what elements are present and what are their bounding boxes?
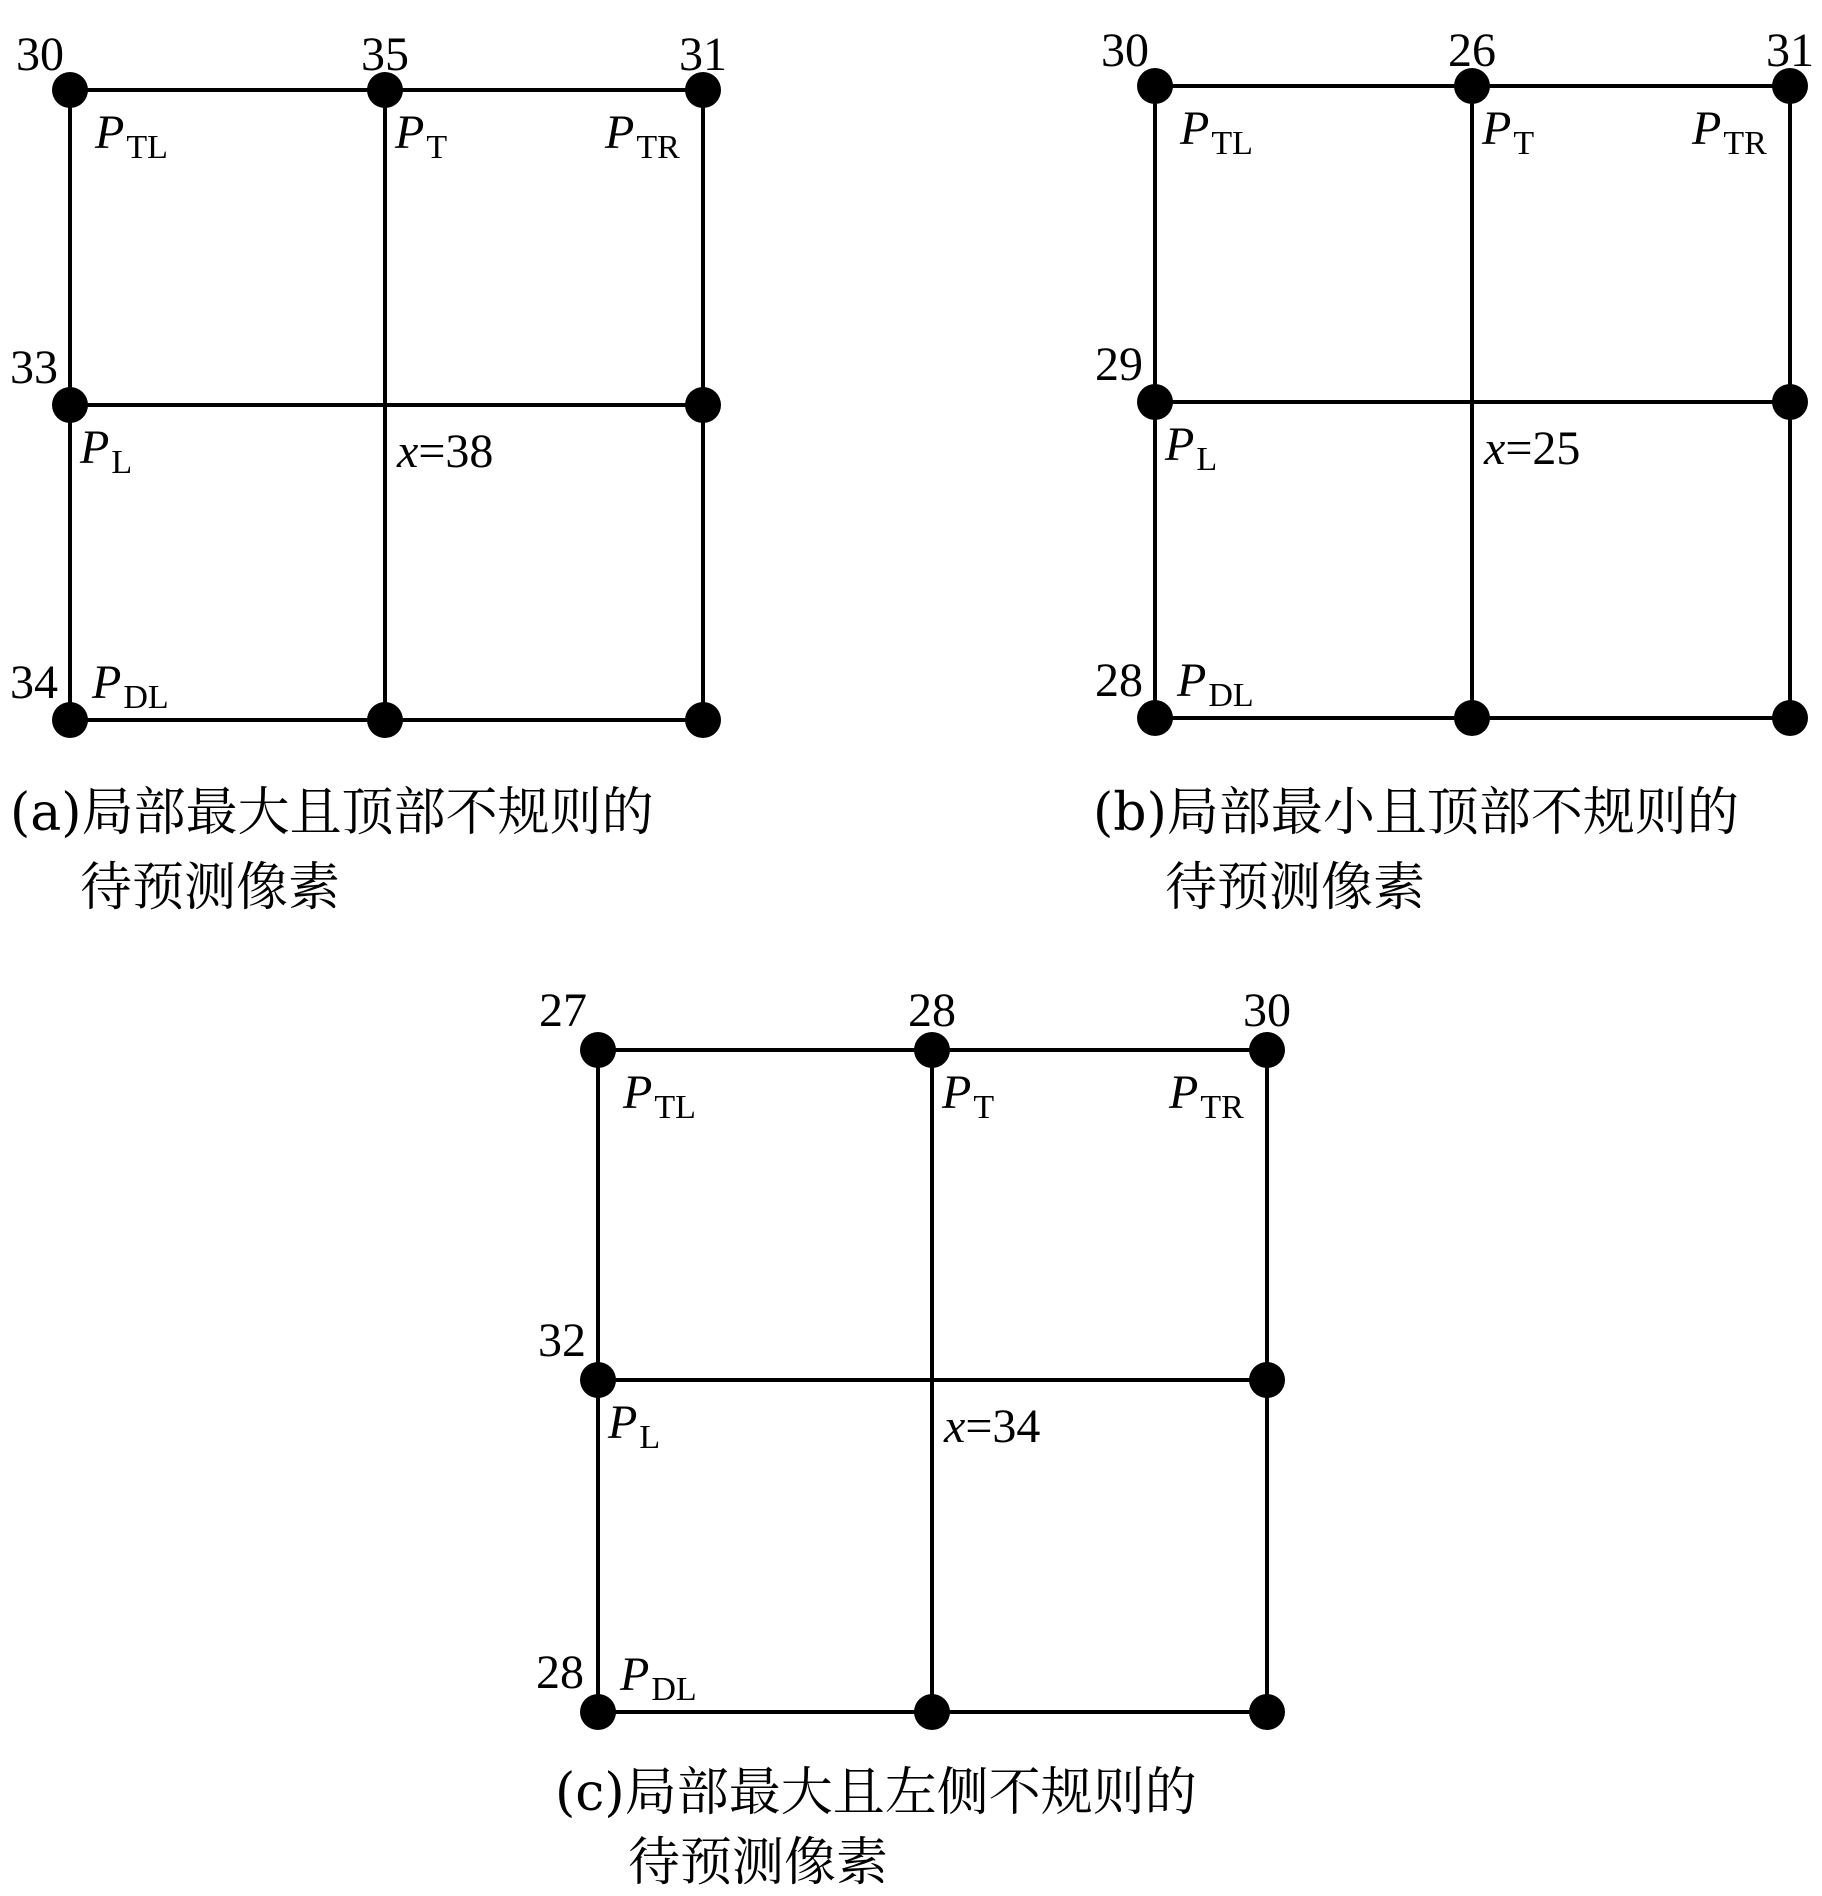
label-p-t: $P_T$ [395,106,448,166]
pixel-value-tl: 27 [539,984,587,1037]
pixel-value-t: 26 [1448,24,1496,77]
label-p-tr: $P_{TR}$ [1169,1066,1244,1126]
pixel-node-dr [685,702,721,738]
pixel-node-d [1454,700,1490,736]
label-p-tl: $P_{TL}$ [623,1066,696,1126]
caption-line-1: (a)局部最大且顶部不规则的 [10,783,654,843]
label-p-tl: $P_{TL}$ [95,106,168,166]
pixel-value-dl: 28 [536,1646,584,1699]
caption-line-2: 待预测像素 [80,858,341,918]
panel-b [1093,24,1814,918]
pixel-value-dl: 28 [1095,654,1143,707]
caption-line-2: 待预测像素 [1165,858,1426,918]
label-p-l: $P_L$ [80,421,133,481]
target-pixel-value: x=38 [397,425,494,478]
target-pixel-value: x=25 [1484,422,1581,475]
label-p-t: $P_T$ [1482,102,1535,162]
pixel-node-dl [580,1694,616,1730]
pixel-value-tr: 31 [1766,24,1814,77]
caption-line-2: 待预测像素 [628,1833,889,1893]
pixel-node-r [685,387,721,423]
pixel-value-tl: 30 [1101,24,1149,77]
pixel-node-t [914,1032,950,1068]
pixel-node-dr [1772,700,1808,736]
caption-line-1: (c)局部最大且左侧不规则的 [555,1763,1197,1823]
label-p-l: $P_L$ [1165,418,1218,478]
pixel-value-l: 32 [538,1314,586,1367]
pixel-node-r [1249,1362,1285,1398]
pixel-value-l: 33 [10,341,58,394]
target-pixel-value: x=34 [944,1400,1041,1453]
label-p-t: $P_T$ [942,1066,995,1126]
pixel-node-r [1772,384,1808,420]
pixel-value-tr: 31 [679,28,727,81]
label-p-dl: $P_{DL}$ [1177,654,1254,714]
panel-a [10,28,727,918]
label-p-tr: $P_{TR}$ [605,106,680,166]
label-p-dl: $P_{DL}$ [92,656,169,716]
pixel-node-dr [1249,1694,1285,1730]
pixel-value-t: 35 [361,28,409,81]
pixel-value-tr: 30 [1243,984,1291,1037]
label-p-dl: $P_{DL}$ [620,1648,697,1708]
pixel-node-d [367,702,403,738]
pixel-value-dl: 34 [10,656,58,709]
panel-c [536,984,1291,1893]
label-p-tr: $P_{TR}$ [1692,102,1767,162]
caption-line-1: (b)局部最小且顶部不规则的 [1093,783,1739,843]
pixel-value-l: 29 [1095,338,1143,391]
pixel-node-d [914,1694,950,1730]
pixel-node-tl [580,1032,616,1068]
label-p-tl: $P_{TL}$ [1180,102,1253,162]
pixel-value-tl: 30 [16,28,64,81]
label-p-l: $P_L$ [608,1396,661,1456]
pixel-value-t: 28 [908,984,956,1037]
pixel-node-tr [1249,1032,1285,1068]
pixel-node-l [580,1362,616,1398]
